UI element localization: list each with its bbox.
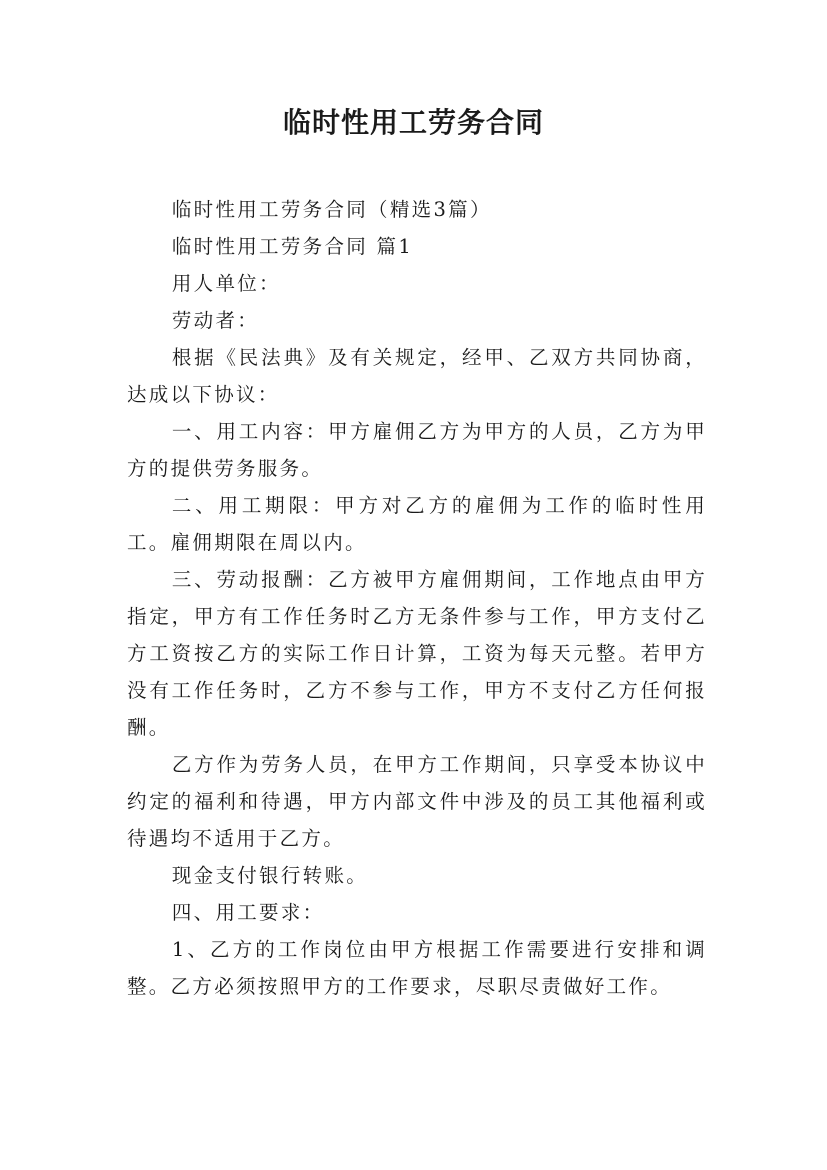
paragraph: 三、劳动报酬：乙方被甲方雇佣期间，工作地点由甲方指定，甲方有工作任务时乙方无条件参与工作，甲方支付乙方工资按乙方的实际工作日计算，工资为每天元整。若甲方没有工作任务时，乙方不参与工作，甲方不支付乙方任何报酬。 (127, 568, 707, 739)
paragraph: 临时性用工劳务合同 篇1 (171, 235, 414, 258)
paragraph: 劳动者： (171, 309, 260, 332)
paragraph: 现金支付银行转账。 (171, 864, 369, 887)
document-body (127, 191, 707, 1005)
paragraph: 临时性用工劳务合同（精选3篇） (171, 198, 492, 221)
document-title: 临时性用工劳务合同 (282, 106, 544, 139)
paragraph: 用人单位： (171, 272, 281, 295)
paragraph: 根据《民法典》及有关规定，经甲、乙双方共同协商，达成以下协议： (127, 346, 707, 406)
paragraph: 1、乙方的工作岗位由甲方根据工作需要进行安排和调整。乙方必须按照甲方的工作要求，尽职尽责做好工作。 (127, 938, 707, 998)
paragraph: 二、用工期限：甲方对乙方的雇佣为工作的临时性用工。雇佣期限在周以内。 (127, 494, 707, 554)
paragraph: 四、用工要求： (171, 901, 325, 924)
paragraph: 一、用工内容：甲方雇佣乙方为甲方的人员，乙方为甲方的提供劳务服务。 (127, 420, 707, 480)
paragraph: 乙方作为劳务人员，在甲方工作期间，只享受本协议中约定的福利和待遇，甲方内部文件中涉及的员工其他福利或待遇均不适用于乙方。 (127, 753, 707, 850)
